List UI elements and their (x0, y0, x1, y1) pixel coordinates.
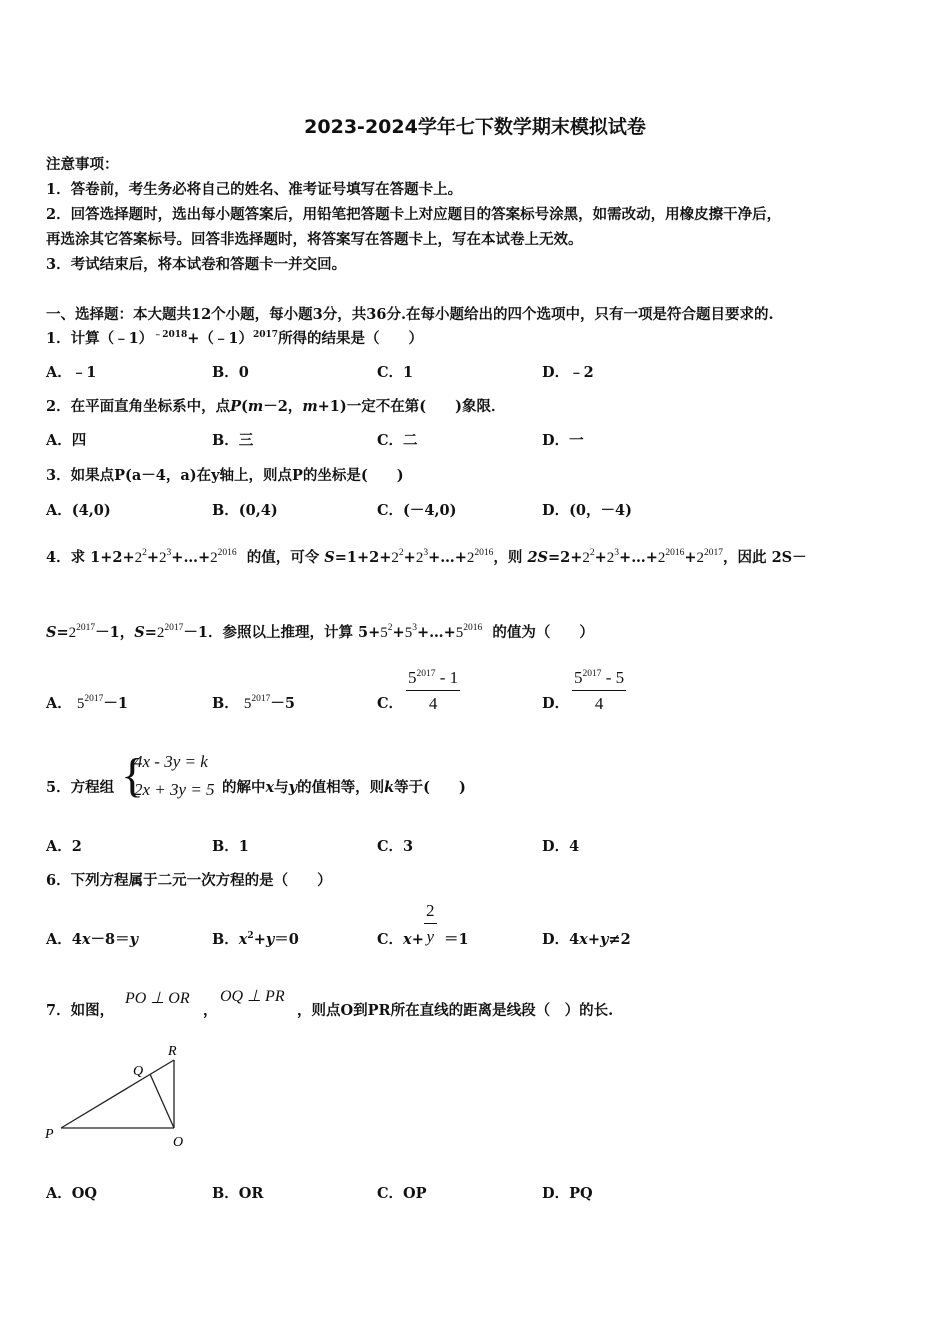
q7-lead: 7．如图， (46, 1002, 115, 1019)
q4-lead: 4．求 (46, 549, 86, 566)
question-2 (46, 395, 505, 416)
q2-text-c: －2， (263, 398, 303, 415)
label-p: P (45, 1127, 54, 1142)
q2-option-c[interactable]: C．二 (377, 432, 418, 449)
q7-rest: ，则点O到PR所在直线的距离是线段（ ）的长. (297, 1002, 614, 1019)
q5-option-c[interactable]: C．3 (377, 838, 414, 855)
q4-mid: 的值，可令 (246, 549, 320, 566)
q7-condition-2: OQ ⊥ PR (220, 988, 285, 1005)
question-4-line-2: $S=2^{2017}-1$，$S=2^{2017}-1$．参照以上推理，计算 $5+5^2+5^3+\dots+5^{2016}$ 的值为（ ） (46, 623, 594, 641)
equation-2: 2x + 3y = 5 (134, 780, 215, 799)
q6-option-c-tail[interactable]: ＝1 (444, 931, 469, 948)
question-1 (46, 327, 423, 348)
q1-text-a: 1．计算（﹣1） (46, 330, 154, 347)
label-o: O (173, 1135, 184, 1150)
q1-text-b: +（﹣1） (187, 330, 253, 347)
triangle-figure (40, 1040, 200, 1152)
notice-item-1: 1．答卷前，考生务必将自己的姓名、准考证号填写在答题卡上。 (46, 181, 463, 198)
q6-option-d[interactable]: D．4x+y≠2 (542, 931, 631, 948)
equation-1: 4x - 3y = k (134, 752, 208, 771)
q3-option-c[interactable]: C．(－4,0) (377, 502, 457, 519)
section-heading: 一、选择题：本大题共12个小题，每小题3分，共36分.在每小题给出的四个选项中，只有一项是符合题目要求的. (46, 306, 774, 323)
q6-option-c[interactable]: C．x+ (377, 931, 424, 948)
q4-end: 的值为（ ） (492, 624, 594, 641)
notice-item-3: 3．考试结束后，将本试卷和答题卡一并交回。 (46, 256, 347, 273)
q2-option-d[interactable]: D．一 (542, 432, 584, 449)
notice-item-2-cont: 再选涂其它答案标号。回答非选择题时，将答案写在答题卡上，写在本试卷上无效。 (46, 231, 583, 248)
q7-condition-1: PO ⊥ OR (125, 990, 190, 1007)
q2-point-p: P (230, 398, 241, 415)
page-title: 2023-2024学年七下数学期末模拟试卷 (304, 116, 646, 138)
q5-option-d[interactable]: D．4 (542, 838, 580, 855)
q2-option-a[interactable]: A．四 (46, 432, 87, 449)
q4-option-d-fraction[interactable]: $\frac{5^{2017} - 5}{4}$ (574, 668, 625, 713)
q2-var-m-1: m (247, 398, 264, 415)
q4-sum-1: $1+2+2^2+2^3+\dots+2^{2016}$ (90, 548, 237, 566)
q2-option-b[interactable]: B．三 (212, 432, 254, 449)
q5-option-b[interactable]: B．1 (212, 838, 249, 855)
q1-option-a[interactable]: A．﹣1 (46, 364, 97, 381)
q4-so: ，因此 (723, 549, 767, 566)
q7-option-c[interactable]: C．OP (377, 1185, 427, 1202)
q4-option-c-fraction[interactable]: $\frac{5^{2017} - 1}{4}$ (408, 668, 459, 713)
segment-pr (61, 1060, 174, 1128)
q2-var-m-2: m (302, 398, 318, 415)
q2-text-d: +1)一定不在第( )象限． (317, 398, 506, 415)
q2-text-a: 2．在平面直角坐标系中，点 (46, 398, 231, 415)
q1-exp-2: 2017 (253, 330, 279, 340)
q7-comma: ， (203, 1002, 218, 1019)
q3-option-d[interactable]: D．(0，－4) (542, 502, 632, 519)
label-r: R (168, 1044, 177, 1059)
q1-option-d[interactable]: D．﹣2 (542, 364, 594, 381)
q6-option-c-fraction[interactable]: $\frac{2}{y}$ (426, 901, 435, 946)
q7-option-d[interactable]: D．PQ (542, 1185, 593, 1202)
q5-option-a[interactable]: A．2 (46, 838, 82, 855)
q2-text-b: ( (241, 398, 248, 415)
q1-option-c[interactable]: C．1 (377, 364, 414, 381)
q4-then: ，则 (493, 549, 523, 566)
q4-sum-5: $5+5^2+5^3+\dots+5^{2016}$ (358, 623, 483, 641)
question-6: 6．下列方程属于二元一次方程的是（ ） (46, 872, 332, 889)
q4-option-a[interactable]: A． $5^{2017}-1$ (46, 694, 128, 712)
system-brace: { (121, 749, 145, 802)
q4-sum-s: $S=1+2+2^2+2^3+\dots+2^{2016}$ (324, 548, 494, 566)
q4-option-d-label[interactable]: D． (542, 695, 570, 712)
segment-oq (150, 1074, 174, 1128)
q4-sum-2s: $2S=2+2^2+2^3+\dots+2^{2016}+2^{2017}$ (527, 548, 724, 566)
notice-item-2: 2．回答选择题时，选出每小题答案后，用铅笔把答题卡上对应题目的答案标号涂黑，如需改动，用橡皮擦干净后， (46, 206, 782, 223)
q7-option-b[interactable]: B．OR (212, 1185, 264, 1202)
q3-option-b[interactable]: B．(0,4) (212, 502, 278, 519)
q5-lead: 5．方程组 (46, 779, 115, 796)
question-3: 3．如果点P(a－4，a)在y轴上，则点P的坐标是( ) (46, 467, 404, 484)
q1-exp-1: ﹣2018 (153, 330, 188, 340)
q6-option-b[interactable]: B．$x^2+y=0$ (212, 931, 299, 948)
q4-option-b[interactable]: B． $5^{2017}-5$ (212, 694, 295, 712)
q1-text-c: 所得的结果是（ ） (278, 330, 424, 347)
q7-option-a[interactable]: A．OQ (46, 1185, 98, 1202)
label-q: Q (133, 1064, 144, 1079)
q4-tail: 2S－ (771, 549, 807, 566)
equation-system (134, 748, 215, 804)
question-4-line-1 (46, 546, 807, 567)
q6-option-a[interactable]: A．4x－8＝y (46, 931, 139, 948)
question-5-text: 的解中x与y的值相等，则k等于( ) (222, 779, 466, 796)
q4-option-c-label[interactable]: C． (377, 695, 404, 712)
q3-option-a[interactable]: A．(4,0) (46, 502, 111, 519)
notice-heading: 注意事项： (46, 156, 119, 173)
q1-option-b[interactable]: B．0 (212, 364, 249, 381)
